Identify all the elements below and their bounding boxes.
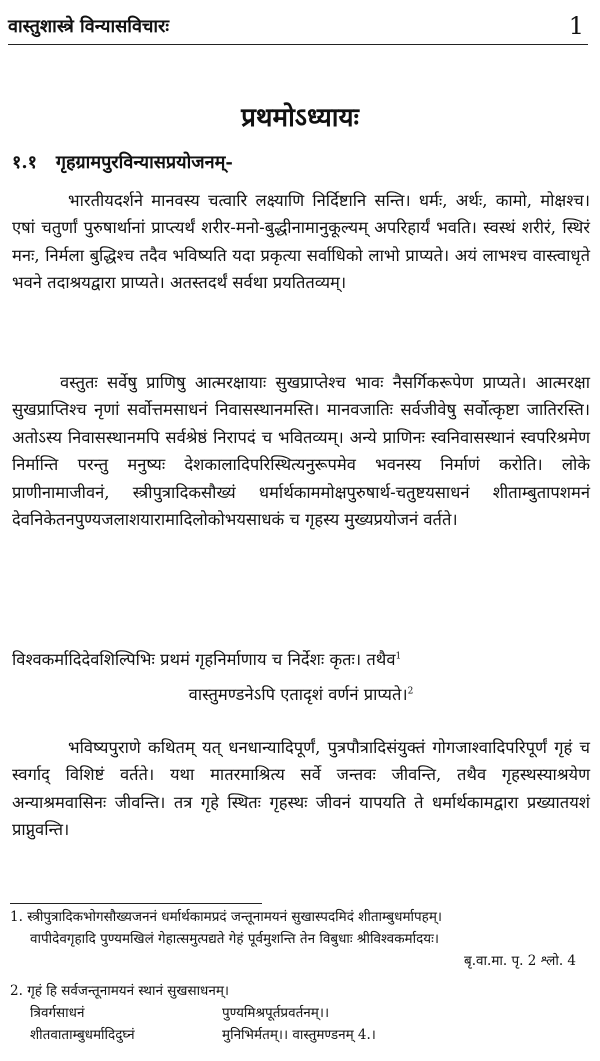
paragraph-4-block [12, 734, 590, 844]
paragraph-1: भारतीयदर्शने मानवस्य चत्वारि लक्ष्याणि निर्दिष्टानि सन्ति। धर्मः, अर्थः, कामो, मोक्षश्च। एषां चतुर्णां पुरुषार्थानां प्राप्त्यर्थं शरीर-मनो-बुद्धीनामानुकूल्यम् अपरिहार्यं भवति। स्वस्थं शरीरं, स्थिरं मनः, निर्मला बुद्धिश्च तदैव भविष्यति यदा प्रकृत्या सर्वाधिको लाभो प्राप्यते। अयं लाभश्च वास्त्वाधृते भवने तदाश्रयद्वारा प्राप्यते। अतस्तदर्थं सर्वथा प्रयतितव्यम्। [12, 191, 590, 293]
chapter-title: प्रथमोऽध्यायः [241, 103, 359, 133]
paragraph-3-line-2 [12, 681, 590, 708]
footnote-1-text-2: वापीदेवगृहादि पुण्यमखिलं गेहात्समुत्पद्यते गेहं पूर्वमुशन्ति तेन विबुधाः श्रीविश्वकर्मादयः। [30, 931, 439, 947]
running-title: वास्तुशास्त्रे विन्यासविचारः [8, 16, 170, 37]
paragraph-2-block [12, 369, 590, 533]
page-number: 1 [568, 12, 584, 40]
footnote-2-number: 2. [10, 983, 23, 999]
paragraph-3-block [12, 646, 590, 709]
paragraph-1-block [12, 187, 590, 297]
footnote-2-text-1: गृहं हि सर्वजन्तूनामयनं स्थानं सुखसाधनम्। [27, 983, 230, 999]
footnote-2-verse-2b: मुनिभिर्मतम्।। वास्तुमण्डनम् 4.। [222, 1027, 376, 1043]
paragraph-3-text-2: वास्तुमण्डनेऽपि एतादृशं वर्णनं प्राप्यते। [188, 685, 408, 705]
footnote-ref-1[interactable]: 1 [395, 651, 402, 662]
paragraph-4: भविष्यपुराणे कथितम् यत् धनधान्यादिपूर्णं, पुत्रपौत्रादिसंयुक्तं गोगजाश्वादिपरिपूर्णं गृहं च स्वर्गाद् विशिष्टं वर्तते। यथा मातरमाश्रित्य सर्वे जन्तवः जीवन्ति, तथैव गृहस्थस्याश्रयेण अन्याश्रमवासिनः जीवन्ति। तत्र गृहे स्थितः गृहस्थः जीवनं यापयति ते धर्मार्थकामद्वारा प्रख्यातयशं प्राप्नुवन्ति। [12, 738, 590, 840]
footnote-1-text-1: स्त्रीपुत्रादिकभोगसौख्यजननं धर्मार्थकामप्रदं जन्तूनामयनं सुखास्पदमिदं शीताम्बुधर्मापहम्। [27, 909, 443, 925]
footnote-1 [10, 906, 590, 972]
section-heading [12, 150, 233, 174]
section-number: १.१ [12, 152, 37, 173]
footnote-divider [10, 903, 262, 904]
footnote-2-verse-2 [10, 1024, 590, 1046]
footnote-2-line-1 [10, 980, 590, 1002]
paragraph-3-text-1: विश्वकर्मादिदेवशिल्पिभिः प्रथमं गृहनिर्माणाय च निर्देशः कृतः। तथैव [12, 650, 396, 669]
running-header [8, 14, 588, 45]
paragraph-2: वस्तुतः सर्वेषु प्राणिषु आत्मरक्षायाः सुखप्राप्तेश्च भावः नैसर्गिकरूपेण प्राप्यते। आत्मरक्षा सुखप्राप्तिश्च नृणां सर्वोत्तमसाधनं निवासस्थानमस्ति। मानवजातिः सर्वजीवेषु सर्वोत्कृष्टा जातिरस्ति। अतोऽस्य निवासस्थानमपि सर्वश्रेष्ठं निरापदं च भवितव्यम्। अन्ये प्राणिनः स्वनिवासस्थानं स्वपरिश्रमेण निर्मान्ति परन्तु मनुष्यः देशकालादिपरिस्थित्यनुरूपमेव भवनस्य निर्माणं करोति। लोके प्राणीनामाजीवनं, स्त्रीपुत्रादिकसौख्यं धर्मार्थकाममोक्षपुरुषार्थ-चतुष्टयसाधनं शीताम्बुतापशमनं देवनिकेतनपुण्यजलाशयारामादिलोकोभयसाधकं च गृहस्य मुख्यप्रयोजनं वर्तते। [12, 373, 590, 530]
footnote-ref-2[interactable]: 2 [407, 686, 414, 697]
section-title: गृहग्रामपुरविन्यासप्रयोजनम्- [55, 152, 233, 173]
footnote-2-verse-1b: पुण्यमिश्रपूर्तप्रवर्तनम्।। [222, 1005, 330, 1021]
footnote-1-line-1 [10, 906, 590, 928]
paragraph-3-line-1 [12, 646, 590, 673]
footnote-2-verse-1a: त्रिवर्गसाधनं [30, 1005, 85, 1021]
footnote-2-verse-1 [10, 1002, 590, 1024]
footnote-1-number: 1. [10, 909, 23, 925]
footnote-1-source: बृ.वा.मा. पृ. 2 श्लो. 4 [464, 953, 576, 969]
footnote-2-verse-2a: शीतवाताम्बुधर्मादिदुघ्नं [30, 1027, 135, 1043]
footnote-2 [10, 980, 590, 1046]
